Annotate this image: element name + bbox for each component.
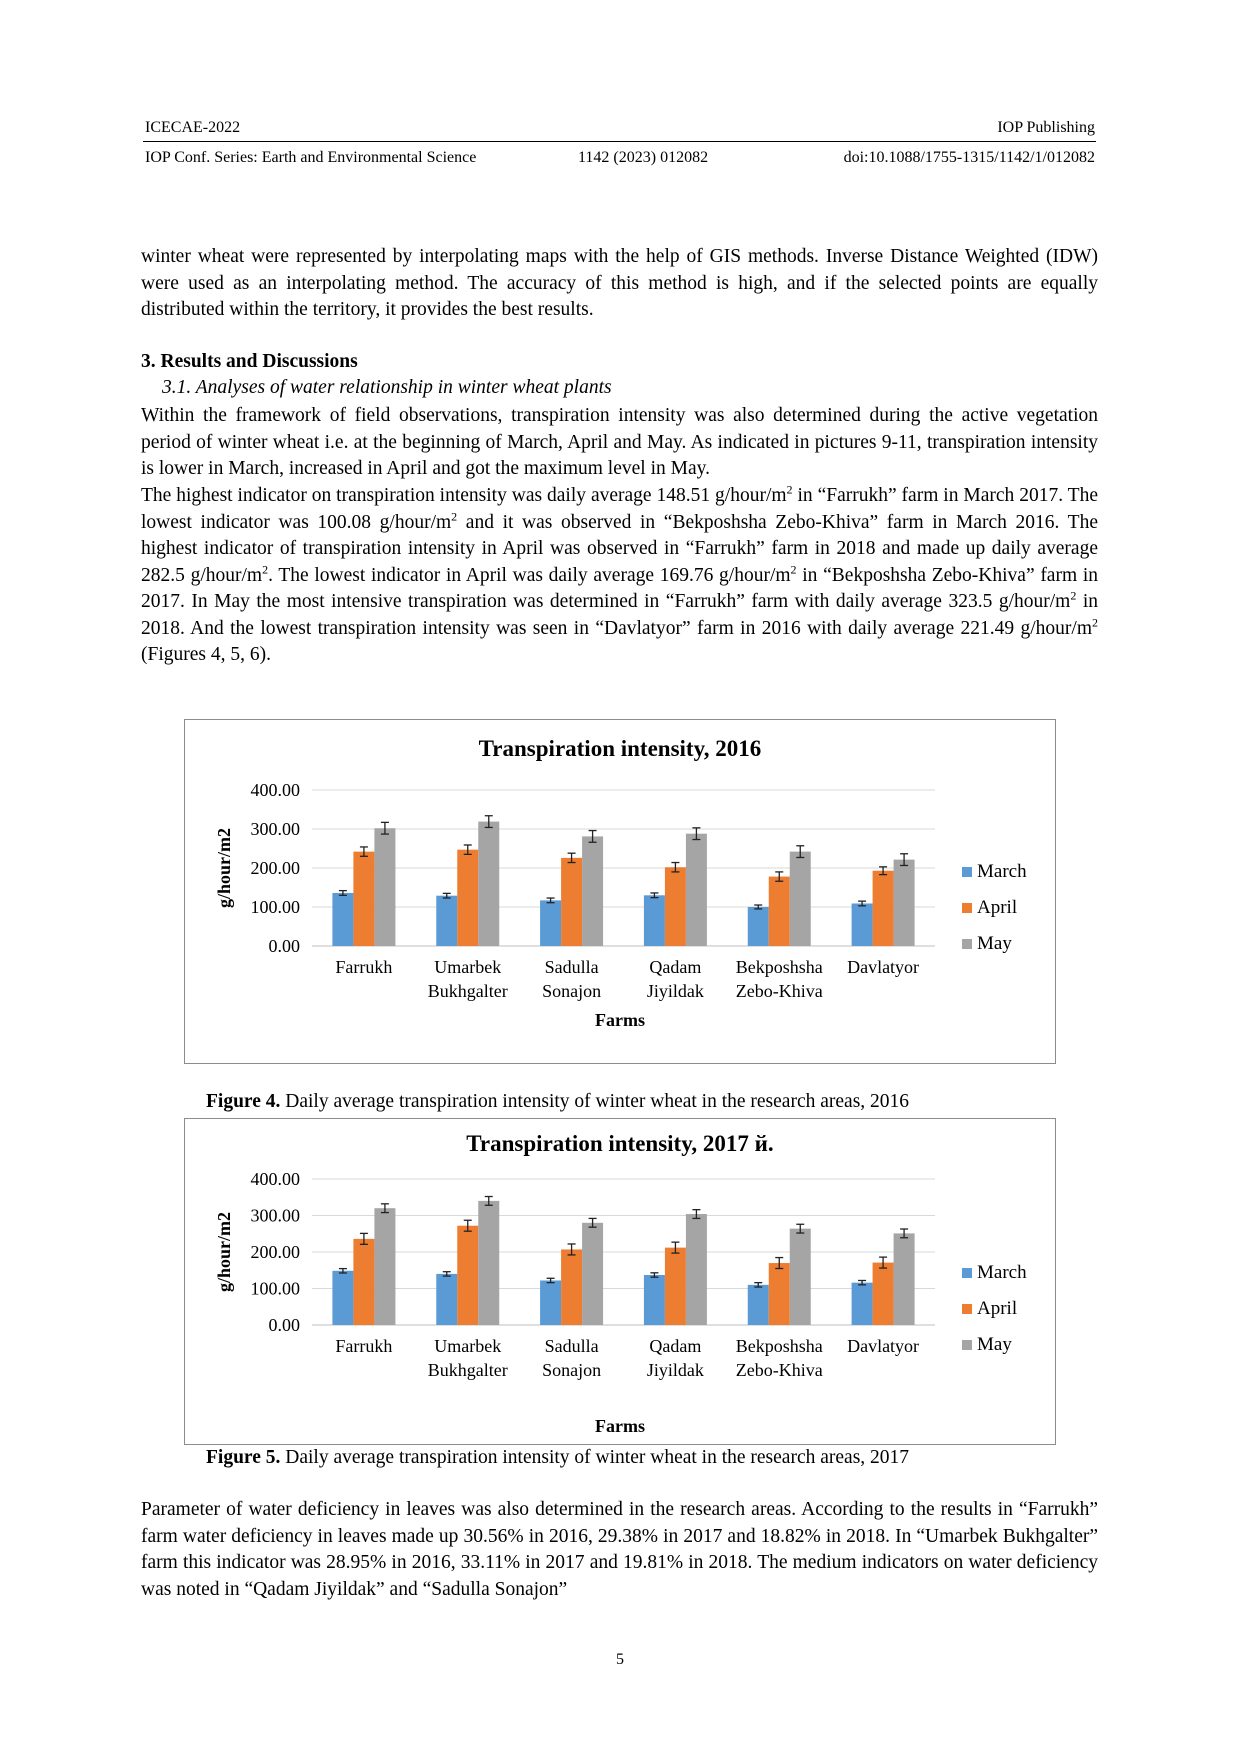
section-heading: 3. Results and Discussions: [141, 351, 358, 372]
bar-april: [665, 867, 686, 946]
x-tick-label: Farrukh: [335, 1336, 393, 1356]
bar-march: [748, 1285, 769, 1325]
legend-label: March: [977, 1262, 1027, 1283]
legend-label: May: [977, 933, 1012, 954]
bar-may: [374, 1208, 395, 1325]
y-tick-label: 100.00: [250, 897, 300, 917]
y-tick-label: 200.00: [250, 858, 300, 878]
text-run: . The lowest indicator in April was daily average 169.76 g/hour/m: [268, 564, 791, 586]
bar-may: [790, 852, 811, 946]
bar-may: [374, 828, 395, 946]
volume-info: 1142 (2023) 012082: [578, 149, 709, 166]
bar-may: [790, 1229, 811, 1325]
doi: doi:10.1088/1755-1315/1142/1/012082: [843, 149, 1095, 166]
caption-label: Figure 5.: [206, 1447, 281, 1468]
subsection-heading: 3.1. Analyses of water relationship in winter wheat plants: [162, 377, 612, 398]
bar-may: [582, 836, 603, 946]
superscript: 2: [262, 562, 269, 576]
x-tick-label: Sonajon: [542, 1360, 602, 1380]
x-tick-label: Qadam: [649, 957, 702, 977]
bar-march: [540, 1280, 561, 1325]
bar-april: [353, 1239, 374, 1325]
bar-april: [769, 877, 790, 946]
publisher-name: IOP Publishing: [997, 119, 1095, 136]
y-tick-label: 300.00: [250, 1205, 300, 1226]
bar-april: [457, 1226, 478, 1325]
bar-april: [873, 1263, 894, 1325]
text-run: (Figures 4, 5, 6).: [141, 644, 271, 665]
caption-text: Daily average transpiration intensity of winter wheat in the research areas, 2016: [280, 1091, 910, 1112]
y-tick-label: 0.00: [268, 1315, 300, 1335]
x-tick-label: Jiyildak: [646, 1360, 704, 1380]
chart-2017-svg: [185, 1119, 1055, 1444]
figure-5-caption: [206, 1447, 909, 1469]
body-paragraph-1: Within the framework of field observations, transpiration intensity was also determined during the active vegetation period of winter wheat i.e. at the beginning of March, April and May. As indicated in pictures 9-11, transpiration intensity is lower in March, increased in April and got the maximum level in May.: [141, 405, 1098, 479]
legend-swatch: [962, 939, 972, 949]
x-tick-label: Bukhgalter: [427, 1360, 508, 1380]
y-tick-label: 300.00: [250, 819, 300, 839]
bar-march: [436, 896, 457, 946]
chart-2016-svg: [185, 720, 1055, 1063]
y-axis-label: g/hour/m2: [214, 1211, 234, 1293]
chart-2016: [184, 719, 1056, 1064]
bar-march: [644, 1275, 665, 1325]
y-tick-label: 400.00: [250, 1169, 300, 1189]
x-tick-label: Umarbek: [434, 957, 502, 977]
x-tick-label: Bukhgalter: [427, 981, 508, 1001]
legend-swatch: [962, 1268, 972, 1278]
bar-may: [894, 860, 915, 946]
chart-title: Transpiration intensity, 2017 й.: [466, 1131, 774, 1156]
bar-march: [332, 893, 353, 946]
y-tick-label: 400.00: [250, 780, 300, 800]
text-run: in “Farrukh” farm in March 2017. The lowest indicator was 100.08 g/hour/m: [141, 485, 1098, 533]
conference-name: ICECAE-2022: [145, 119, 241, 136]
x-tick-label: Davlatyor: [847, 1336, 920, 1356]
legend-swatch: [962, 867, 972, 877]
legend-label: March: [977, 861, 1027, 882]
x-tick-label: Zebo-Khiva: [735, 1360, 823, 1380]
bar-march: [436, 1274, 457, 1325]
text-run: in “Bekposhsha Zebo-Khiva” farm in 2017. In May the most intensive transpiration was determined in “Farrukh” farm with daily average 323.5 g/hour/m: [141, 564, 1099, 612]
bar-march: [748, 907, 769, 946]
page-number: 5: [616, 1651, 624, 1668]
x-tick-label: Qadam: [649, 1336, 702, 1356]
legend-label: April: [977, 1298, 1018, 1319]
body-paragraph-2: [141, 483, 1098, 669]
bar-march: [852, 1283, 873, 1325]
superscript: 2: [790, 562, 797, 576]
bar-may: [582, 1223, 603, 1325]
caption-label: Figure 4.: [206, 1091, 281, 1112]
bar-april: [353, 852, 374, 946]
legend-swatch: [962, 1340, 972, 1350]
series-name: IOP Conf. Series: Earth and Environmental Science: [145, 149, 477, 166]
x-tick-label: Jiyildak: [646, 981, 704, 1001]
superscript: 2: [786, 482, 793, 497]
bar-may: [686, 1214, 707, 1325]
x-tick-label: Zebo-Khiva: [735, 981, 823, 1001]
legend-label: May: [977, 1334, 1012, 1355]
x-tick-label: Sonajon: [542, 981, 602, 1001]
bar-april: [665, 1248, 686, 1325]
closing-paragraph: Parameter of water deficiency in leaves was also determined in the research areas. According to the results in “Farrukh” farm water deficiency in leaves made up 30.56% in 2016, 29.38% in 2017 and 18.82% in 2018. In “Umarbek Bukhgalter” farm this indicator was 28.95% in 2016, 33.11% in 2017 and 19.81% in 2018. The medium indicators on water deficiency was noted in “Qadam Jiyildak” and “Sadulla Sonajon”: [141, 1499, 1098, 1600]
text-run: The highest indicator on transpiration intensity was daily average 148.51 g/hour/m: [141, 485, 787, 506]
x-axis-label: Farms: [595, 1010, 645, 1030]
x-tick-label: Sadulla: [544, 957, 599, 977]
y-tick-label: 100.00: [250, 1278, 300, 1299]
bar-may: [478, 822, 499, 946]
y-tick-label: 0.00: [268, 936, 300, 956]
bar-may: [686, 834, 707, 946]
text-run: in 2018. And the lowest transpiration intensity was seen in “Davlatyor” farm in 2016 with daily average 221.49 g/hour/m: [141, 591, 1098, 639]
superscript: 2: [451, 509, 458, 523]
figure-4-caption: [206, 1091, 909, 1113]
intro-paragraph: winter wheat were represented by interpolating maps with the help of GIS methods. Inverse Distance Weighted (IDW) were used as an interpolating method. The accuracy of this method is high, and if the selected points are equally distributed within the territory, it provides the best results.: [141, 246, 1098, 320]
bar-march: [332, 1271, 353, 1325]
y-axis-label: g/hour/m2: [214, 827, 234, 909]
superscript: 2: [1070, 588, 1077, 603]
bar-april: [769, 1263, 790, 1325]
caption-text: Daily average transpiration intensity of winter wheat in the research areas, 2017: [280, 1447, 910, 1468]
bar-april: [561, 858, 582, 946]
bar-april: [873, 871, 894, 946]
x-tick-label: Farrukh: [335, 957, 393, 977]
bar-april: [457, 850, 478, 946]
x-tick-label: Bekposhsha: [735, 1336, 823, 1356]
bar-march: [852, 903, 873, 946]
x-tick-label: Sadulla: [544, 1336, 599, 1356]
bar-may: [894, 1233, 915, 1325]
legend-swatch: [962, 1304, 972, 1314]
bar-april: [561, 1249, 582, 1325]
x-tick-label: Bekposhsha: [735, 957, 823, 977]
bar-march: [644, 895, 665, 946]
legend-swatch: [962, 903, 972, 913]
bar-march: [540, 900, 561, 946]
chart-2017: [184, 1118, 1056, 1445]
bar-may: [478, 1201, 499, 1325]
y-tick-label: 200.00: [250, 1242, 300, 1262]
x-axis-label: Farms: [595, 1416, 645, 1436]
superscript: 2: [1092, 615, 1098, 629]
x-tick-label: Umarbek: [434, 1336, 502, 1356]
legend-label: April: [977, 897, 1018, 918]
header-rule: [143, 141, 1096, 142]
text-run: and it was observed in “Bekposhsha Zebo-Khiva” farm in March 2016. The highest indicator of transpiration intensity in April was observed in “Farrukh” farm in 2018 and made up daily average 282.5 g/hour/m: [141, 511, 1099, 586]
chart-title: Transpiration intensity, 2016: [478, 736, 762, 761]
x-tick-label: Davlatyor: [847, 957, 920, 977]
